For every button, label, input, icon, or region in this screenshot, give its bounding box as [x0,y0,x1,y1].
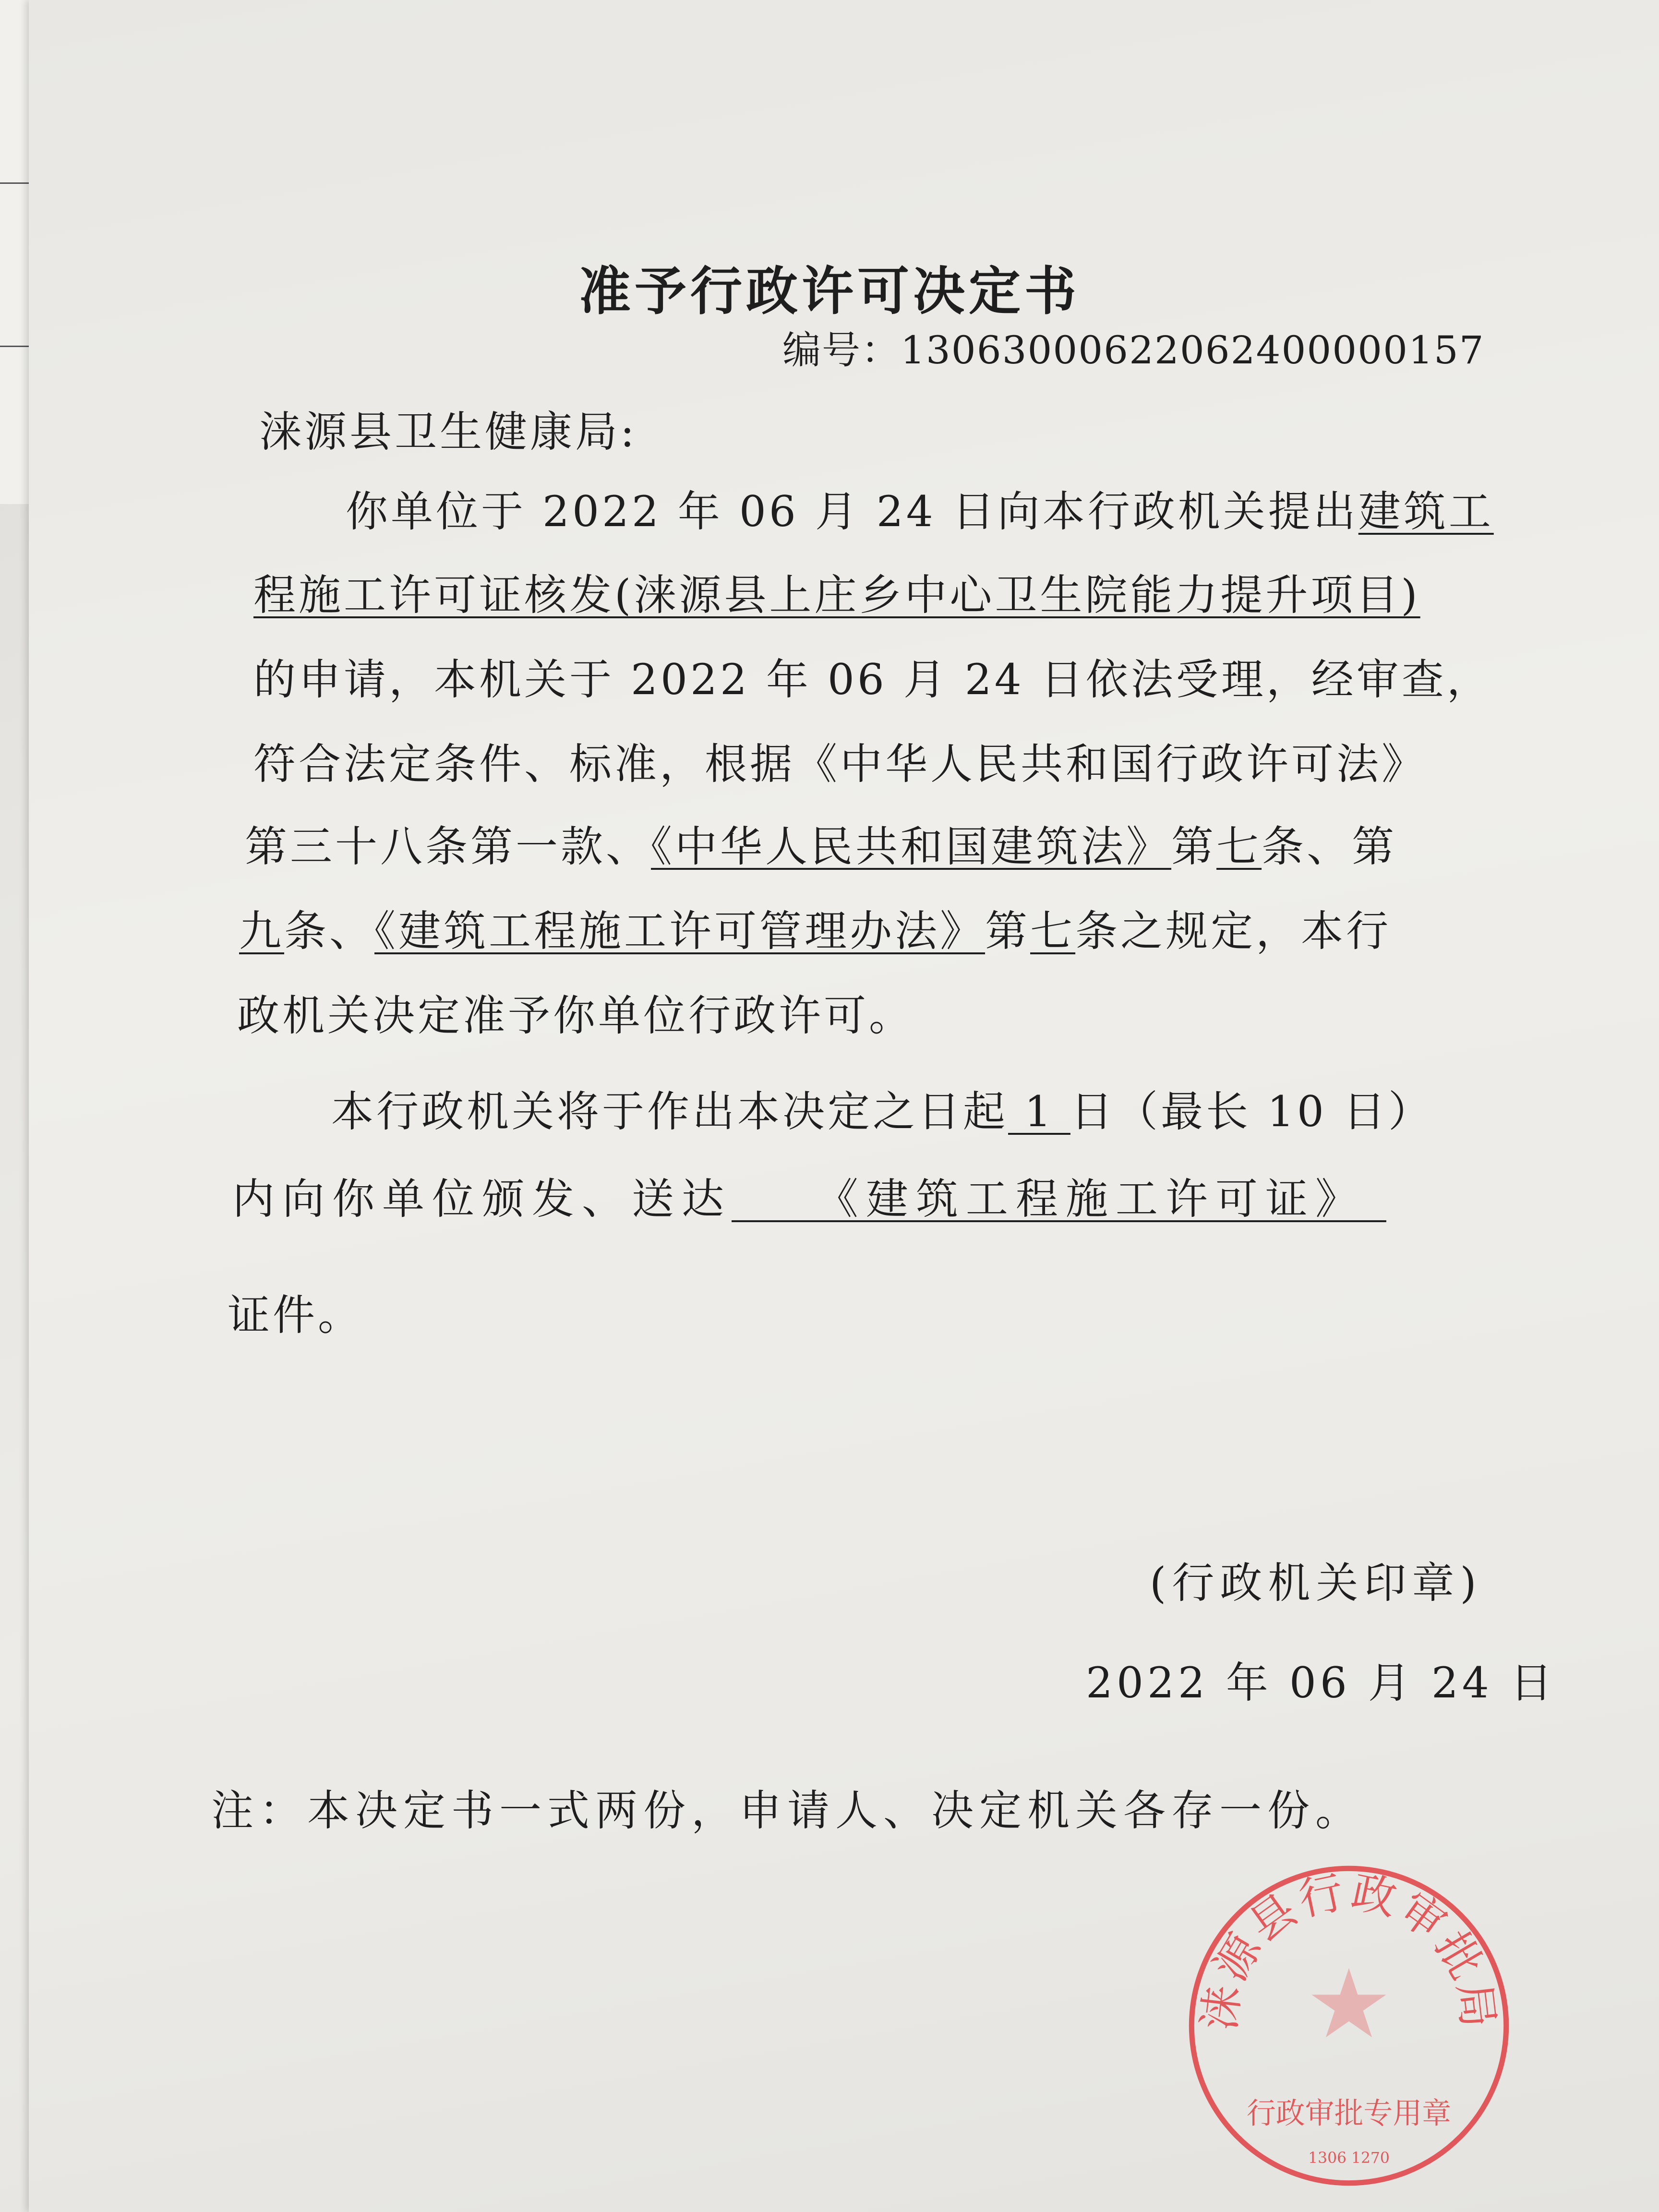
underlined-text: 七 [1030,906,1076,956]
body-line [239,906,1392,956]
issue-date: 2022 年 06 月 24 日 [1086,1658,1556,1707]
underlined-text: 《建筑工程施工许可管理办法》 [374,906,986,956]
footnote: 注：本决定书一式两份，申请人、决定机关各存一份。 [211,1786,1364,1835]
body-line [346,487,1494,536]
text: 你单位于 2022 年 06 月 24 日向本行政机关提出 [346,487,1358,536]
text: 日（最长 10 日） [1070,1087,1433,1136]
seal-label: (行政机关印章) [1150,1558,1482,1608]
seal-code: 1306 1270 [1308,2150,1390,2167]
addressee: 涞源县卫生健康局: [259,407,637,457]
text: 第 [1171,822,1217,871]
seal-outer-text: 涞源县行政审批局 [1193,1865,1505,2033]
underlined-text: 程施工许可证核发(涞源县上庄乡中心卫生院能力提升项目) [253,570,1420,620]
body-line: 证件。 [228,1290,363,1340]
document-title: 准予行政许可决定书 [578,262,1080,322]
underlined-text: 七 [1216,822,1262,871]
text: 第 [985,906,1031,956]
body-line [331,1087,1433,1136]
underlined-text: 《建筑工程施工许可证》 [732,1174,1386,1224]
seal-star-icon [1311,1968,1386,2037]
body-line: 的申请，本机关于 2022 年 06 月 24 日依法受理，经审查， [253,655,1492,704]
text: 条、第 [1262,822,1397,871]
official-seal [1176,1853,1522,2199]
underlined-text: 九 [239,906,285,956]
text: 内向你单位颁发、送达 [232,1174,732,1224]
text: 本行政机关将于作出本决定之日起 [331,1087,1009,1136]
text: 条之规定，本行 [1075,906,1392,956]
underlined-text: 1 [1008,1087,1070,1136]
underlined-text: 《中华人民共和国建筑法》 [651,822,1172,871]
text: 第三十八条第一款、 [245,822,651,871]
underlined-text: 建筑工 [1358,487,1494,536]
seal-inner-text: 行政审批专用章 [1246,2096,1452,2131]
text: 条、 [284,906,375,956]
document-number: 编号：13063000622062400000157 [782,328,1485,373]
body-line [253,570,1420,620]
body-line [232,1174,1386,1224]
body-line [245,822,1397,871]
body-line: 符合法定条件、标准，根据《中华人民共和国行政许可法》 [253,739,1427,789]
body-line: 政机关决定准予你单位行政许可。 [237,991,914,1040]
